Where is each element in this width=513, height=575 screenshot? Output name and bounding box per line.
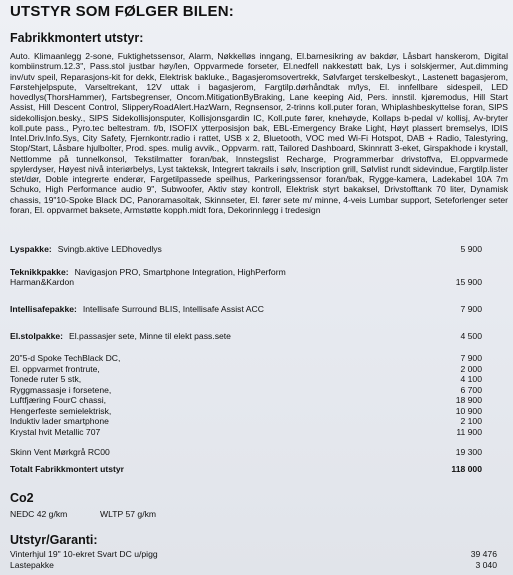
option-price: 4 100 [460,374,482,384]
package-row-lyspakke [10,244,508,256]
option-label: Luftfjæring FourC chassi, [10,395,106,405]
option-row [10,374,508,385]
leather-row [10,447,508,458]
garanti-heading: Utstyr/Garanti: [10,533,98,547]
option-row [10,406,508,417]
option-label: El. oppvarmet frontrute, [10,363,100,374]
total-price: 118 000 [451,464,482,474]
option-price: 10 900 [455,405,482,416]
nedc-value: NEDC 42 g/km [10,509,68,519]
leather-label: Skinn Vent Mørkgrå RC00 [10,447,110,457]
package-price: 5 900 [460,244,482,254]
total-label: Totalt Fabrikkmontert utstyr [10,464,124,474]
option-price: 2 100 [460,416,482,426]
leather-price: 19 300 [455,447,482,457]
option-row [10,395,508,406]
package-name: Intellisafepakke: [10,304,77,314]
option-label: Krystal hvit Metallic 707 [10,426,101,437]
wltp-value: WLTP 57 g/km [100,509,157,519]
option-row [10,353,508,364]
option-label: Ryggmassasje i forsetene, [10,384,112,395]
option-label: Induktiv lader smartphone [10,416,109,426]
option-price: 7 900 [460,353,482,363]
option-row [10,427,508,438]
option-label: 20"5-d Spoke TechBlack DC, [10,353,121,363]
factory-equipment-text: Auto. Klimaanlegg 2-sone, Fuktighetssensor, Alarm, Nøkkelløs inngang, El.barnesikring av bakdør, Låsbart hanskerom, Digital kombiinstrum.12.3", Pass.stol justbar høy/len, Oppvarmede forseter, El.nedfell nakkestøtt bak, Lys i solskjermer, Aut.dimming inv/utv speil, Reparasjons-kit for dekk, Elektrisk bakluke., Bagasjeromsovertrekk, Sølvfarget terskelbeskyt., Lastenett bagasjerom, Førstehjelpspute, Varseltrekant, 12V uttak i bagasjerom, Fargtilp.dørhåndtak m/lys, El. innfellbare sidespeil, LED hovedlys(ThorsHammer), Fartsbegrenser, Oncom.MitigationByBraking, Lane keeping Aid, Pers. innstil. kjøremodus, Hill Start Assist, Hill Descent Control, SlipperyRoadAlert.HazWarn, Regnsensor, 2-trinns koll.puter foran, Whiplashbeskyttelse foran, SIPS sidekollisjon.besky., SIPS Sidekollisjonsputer, Kollisjonsgardin IC, Koll.pute fører, knehøyde, Kollaps b-pedal v/ kollisj, Av-bryter koll.pute pass., Pyro.tec beltestram. f/b, ISOFIX ytterposisjon bak, EBL-Emergency Brake Light, Høyt plassert bremselys, IDIS Intel.Driv.Info.Sys, City Safety, Fjernkontr.radio i rattet, USB x 2, Bluetooth, VOC med Wi-Fi Hotspot, DAB + Radio, Talestyring, Stop/Start, Låsbare hjulbolter, Prod. spes. mulig avvik., Oppvarm. ratt, Tailored Dashboard, Skinnratt 3-eket, Girspakhode i krystall, Nettlomme på tunnelkonsol, Tekstilmatter foran/bak, Innstegslist Recharge, Programmerbar drivstoffva, El.oppvarmede spylerdyser, Høyest nivå interiørbelys, Lyst takteksk, Integrert takrails i sølv, Inscription grill, Sølvlist rundt sidevindue, Fargtilp.lister stet/dør, Doble integrerte enderør, Fargetilpassede speilhus, Parkeringssensor foran/bak, Rygge-kamera, Ladekabel 10A 7m Schuko, High Performance audio 9", Subwoofer, Aktiv støy kontroll, Elektrisk styrt bakaksel, Drivstofftank 70 liter, Dynamisk chassis, 19"10-Spoke Black DC, Panoramasoltak, Skinnseter, El. fører sete m/ minne, 4-veis Lumbar support, Seteforlenger seter foran, El. oppvarmet baksete, Armstøtte kopph.midt fora, Dekorinnlegg i tredesign [10,51,508,215]
package-row-intellisafe [10,304,508,316]
package-name: Lyspakke: [10,244,52,254]
package-name: Teknikkpakke: [10,267,69,277]
option-row [10,385,508,396]
page-title: UTSTYR SOM FØLGER BILEN: [10,3,234,20]
factory-heading: Fabrikkmontert utstyr: [10,31,144,45]
package-desc: Intellisafe Surround BLIS, Intellisafe Assist ACC [82,304,264,314]
option-row [10,364,508,375]
package-price: 4 500 [460,331,482,341]
package-row-teknikkpakke-cont [10,277,508,289]
package-desc: Svingb.aktive LEDhovedlys [57,244,162,254]
garanti-label: Vinterhjul 19" 10-ekret Svart DC u/pigg [10,549,158,559]
total-row [10,464,508,475]
package-desc: El.passasjer sete, Minne til elekt pass.sete [69,331,231,341]
package-price: 15 900 [455,277,482,287]
option-price: 11 900 [456,426,482,437]
package-price: 7 900 [460,304,482,314]
garanti-price: 39 476 [470,549,497,559]
garanti-row [10,560,508,571]
garanti-price: 3 040 [475,560,497,570]
package-row-elstol [10,331,508,343]
garanti-label: Lastepakke [10,560,54,570]
option-price: 18 900 [455,395,482,405]
option-price: 6 700 [460,384,482,395]
option-row [10,416,508,427]
option-price: 2 000 [460,363,482,374]
option-label: Hengerfeste semielektrisk, [10,405,112,416]
package-name: El.stolpakke: [10,331,64,341]
co2-row [10,509,508,520]
package-desc-cont: Harman&Kardon [10,277,75,287]
garanti-row [10,549,508,560]
option-label: Tonede ruter 5 stk, [10,374,82,384]
package-desc: Navigasjon PRO, Smartphone Integration, HighPerform [74,267,286,277]
co2-heading: Co2 [10,491,34,505]
